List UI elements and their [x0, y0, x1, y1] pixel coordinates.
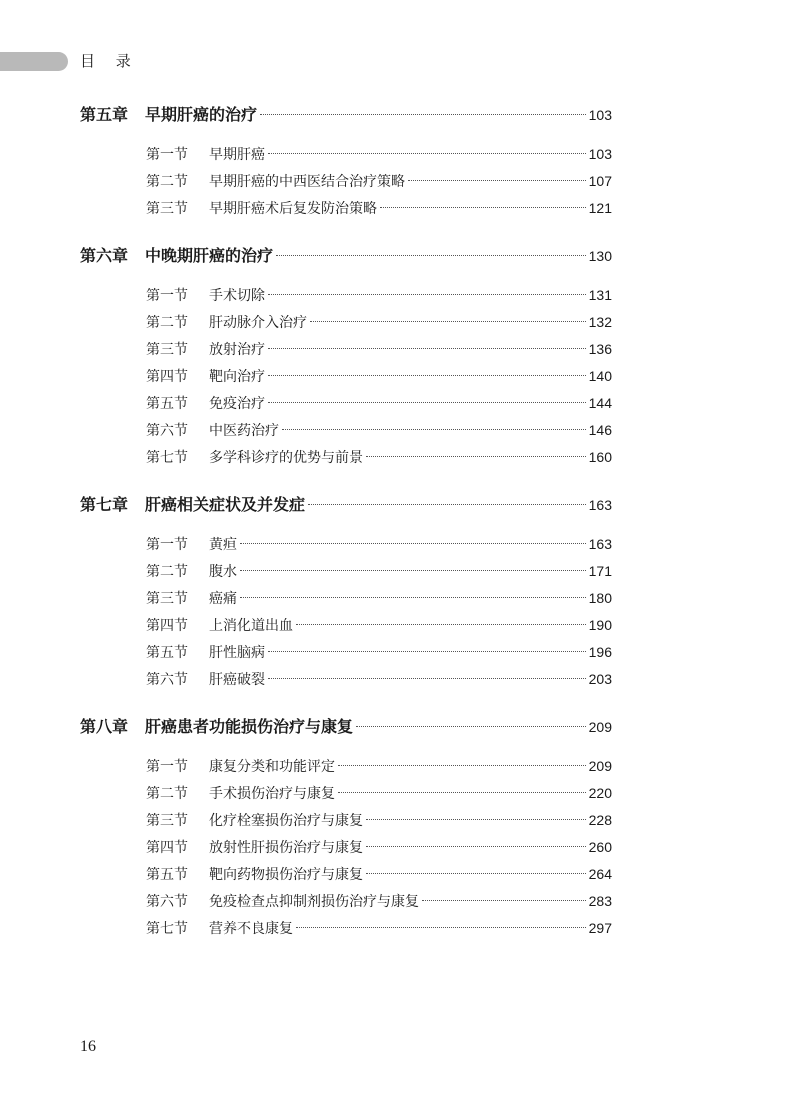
dot-leader — [310, 321, 586, 322]
chapter-entry[interactable] — [80, 242, 612, 269]
chapter-page-number: 130 — [588, 248, 612, 264]
section-page-number: 171 — [588, 563, 612, 579]
section-title: 手术损伤治疗与康复 — [209, 786, 335, 802]
chapter-page-number: 103 — [588, 107, 612, 123]
dot-leader — [422, 900, 586, 901]
section-title: 肝癌破裂 — [209, 672, 265, 688]
section-title: 肝性脑病 — [209, 645, 265, 661]
section-page-number: 140 — [588, 368, 612, 384]
section-entry[interactable] — [80, 531, 612, 558]
section-title: 中医药治疗 — [209, 423, 279, 439]
section-title: 化疗栓塞损伤治疗与康复 — [209, 813, 363, 829]
chapter-label: 第七章 — [80, 495, 129, 514]
section-label: 第五节 — [146, 645, 188, 661]
section-label: 第一节 — [146, 147, 188, 163]
dot-leader — [380, 207, 586, 208]
dot-leader — [268, 402, 586, 403]
section-label: 第二节 — [146, 564, 188, 580]
section-label: 第六节 — [146, 894, 188, 910]
section-label: 第六节 — [146, 423, 188, 439]
section-title: 免疫治疗 — [209, 396, 265, 412]
chapter-title: 早期肝癌的治疗 — [145, 105, 258, 124]
section-label: 第五节 — [146, 867, 188, 883]
section-label: 第二节 — [146, 174, 188, 190]
section-entry[interactable] — [80, 780, 612, 807]
section-entry[interactable] — [80, 558, 612, 585]
section-entry[interactable] — [80, 444, 612, 471]
section-page-number: 136 — [588, 341, 612, 357]
dot-leader — [282, 429, 586, 430]
dot-leader — [408, 180, 586, 181]
section-entry[interactable] — [80, 915, 612, 942]
chapter-label: 第八章 — [80, 717, 129, 736]
header-tab-bar — [0, 52, 68, 71]
section-entry[interactable] — [80, 417, 612, 444]
section-title: 靶向药物损伤治疗与康复 — [209, 867, 363, 883]
section-page-number: 297 — [588, 920, 612, 936]
section-label: 第二节 — [146, 315, 188, 331]
section-label: 第四节 — [146, 369, 188, 385]
dot-leader — [240, 597, 586, 598]
section-page-number: 132 — [588, 314, 612, 330]
dot-leader — [296, 624, 586, 625]
chapter-page-number: 163 — [588, 497, 612, 513]
dot-leader — [338, 792, 586, 793]
section-label: 第七节 — [146, 450, 188, 466]
section-entry[interactable] — [80, 390, 612, 417]
section-entry[interactable] — [80, 585, 612, 612]
chapter-entry[interactable] — [80, 713, 612, 740]
chapter-entry[interactable] — [80, 491, 612, 518]
section-title: 癌痛 — [209, 591, 237, 607]
section-title: 手术切除 — [209, 288, 265, 304]
chapter-label: 第五章 — [80, 105, 129, 124]
dot-leader — [356, 726, 586, 727]
section-label: 第三节 — [146, 591, 188, 607]
section-entry[interactable] — [80, 363, 612, 390]
chapter-label: 第六章 — [80, 246, 129, 265]
dot-leader — [268, 651, 586, 652]
section-title: 早期肝癌 — [209, 147, 265, 163]
section-entry[interactable] — [80, 834, 612, 861]
section-entry[interactable] — [80, 753, 612, 780]
dot-leader — [366, 846, 586, 847]
dot-leader — [338, 765, 586, 766]
toc-chapter — [80, 713, 612, 942]
section-title: 早期肝癌术后复发防治策略 — [209, 201, 377, 217]
section-title: 靶向治疗 — [209, 369, 265, 385]
section-entry[interactable] — [80, 861, 612, 888]
dot-leader — [366, 456, 586, 457]
dot-leader — [268, 348, 586, 349]
section-entry[interactable] — [80, 309, 612, 336]
section-title: 黄疸 — [209, 537, 237, 553]
chapter-title: 肝癌患者功能损伤治疗与康复 — [145, 717, 354, 736]
section-title: 康复分类和功能评定 — [209, 759, 335, 775]
section-page-number: 163 — [588, 536, 612, 552]
section-entry[interactable] — [80, 807, 612, 834]
page-header-title: 目 录 — [80, 52, 139, 70]
section-entry[interactable] — [80, 141, 612, 168]
section-title: 早期肝癌的中西医结合治疗策略 — [209, 174, 405, 190]
section-page-number: 196 — [588, 644, 612, 660]
dot-leader — [268, 153, 586, 154]
section-label: 第三节 — [146, 813, 188, 829]
chapter-title: 中晚期肝癌的治疗 — [145, 246, 274, 265]
section-page-number: 160 — [588, 449, 612, 465]
section-page-number: 203 — [588, 671, 612, 687]
section-label: 第五节 — [146, 396, 188, 412]
section-page-number: 264 — [588, 866, 612, 882]
section-title: 肝动脉介入治疗 — [209, 315, 307, 331]
section-label: 第三节 — [146, 342, 188, 358]
section-label: 第七节 — [146, 921, 188, 937]
section-label: 第三节 — [146, 201, 188, 217]
section-entry[interactable] — [80, 282, 612, 309]
section-page-number: 260 — [588, 839, 612, 855]
section-label: 第一节 — [146, 537, 188, 553]
dot-leader — [366, 873, 586, 874]
dot-leader — [240, 570, 586, 571]
section-title: 放射性肝损伤治疗与康复 — [209, 840, 363, 856]
dot-leader — [268, 375, 586, 376]
section-label: 第一节 — [146, 288, 188, 304]
section-page-number: 283 — [588, 893, 612, 909]
section-entry[interactable] — [80, 612, 612, 639]
chapter-title: 肝癌相关症状及并发症 — [145, 495, 306, 514]
section-entry[interactable] — [80, 168, 612, 195]
section-title: 上消化道出血 — [209, 618, 293, 634]
section-page-number: 190 — [588, 617, 612, 633]
section-entry[interactable] — [80, 666, 612, 693]
section-label: 第四节 — [146, 618, 188, 634]
section-page-number: 131 — [588, 287, 612, 303]
dot-leader — [268, 294, 586, 295]
section-label: 第二节 — [146, 786, 188, 802]
section-page-number: 180 — [588, 590, 612, 606]
dot-leader — [260, 114, 586, 115]
section-label: 第六节 — [146, 672, 188, 688]
section-page-number: 103 — [588, 146, 612, 162]
section-title: 免疫检查点抑制剂损伤治疗与康复 — [209, 894, 419, 910]
section-entry[interactable] — [80, 639, 612, 666]
chapter-page-number: 209 — [588, 719, 612, 735]
section-page-number: 107 — [588, 173, 612, 189]
toc-chapter — [80, 242, 612, 471]
dot-leader — [276, 255, 586, 256]
dot-leader — [296, 927, 586, 928]
section-title: 腹水 — [209, 564, 237, 580]
section-title: 放射治疗 — [209, 342, 265, 358]
section-title: 多学科诊疗的优势与前景 — [209, 450, 363, 466]
section-entry[interactable] — [80, 336, 612, 363]
toc-chapter — [80, 491, 612, 693]
page-number: 16 — [80, 1038, 96, 1055]
dot-leader — [240, 543, 586, 544]
section-page-number: 228 — [588, 812, 612, 828]
section-page-number: 121 — [588, 200, 612, 216]
chapter-entry[interactable] — [80, 101, 612, 128]
section-label: 第一节 — [146, 759, 188, 775]
dot-leader — [268, 678, 586, 679]
table-of-contents — [80, 101, 612, 962]
section-title: 营养不良康复 — [209, 921, 293, 937]
section-page-number: 220 — [588, 785, 612, 801]
dot-leader — [308, 504, 586, 505]
section-page-number: 209 — [588, 758, 612, 774]
toc-chapter — [80, 101, 612, 222]
section-page-number: 144 — [588, 395, 612, 411]
section-label: 第四节 — [146, 840, 188, 856]
section-entry[interactable] — [80, 888, 612, 915]
section-entry[interactable] — [80, 195, 612, 222]
section-page-number: 146 — [588, 422, 612, 438]
dot-leader — [366, 819, 586, 820]
